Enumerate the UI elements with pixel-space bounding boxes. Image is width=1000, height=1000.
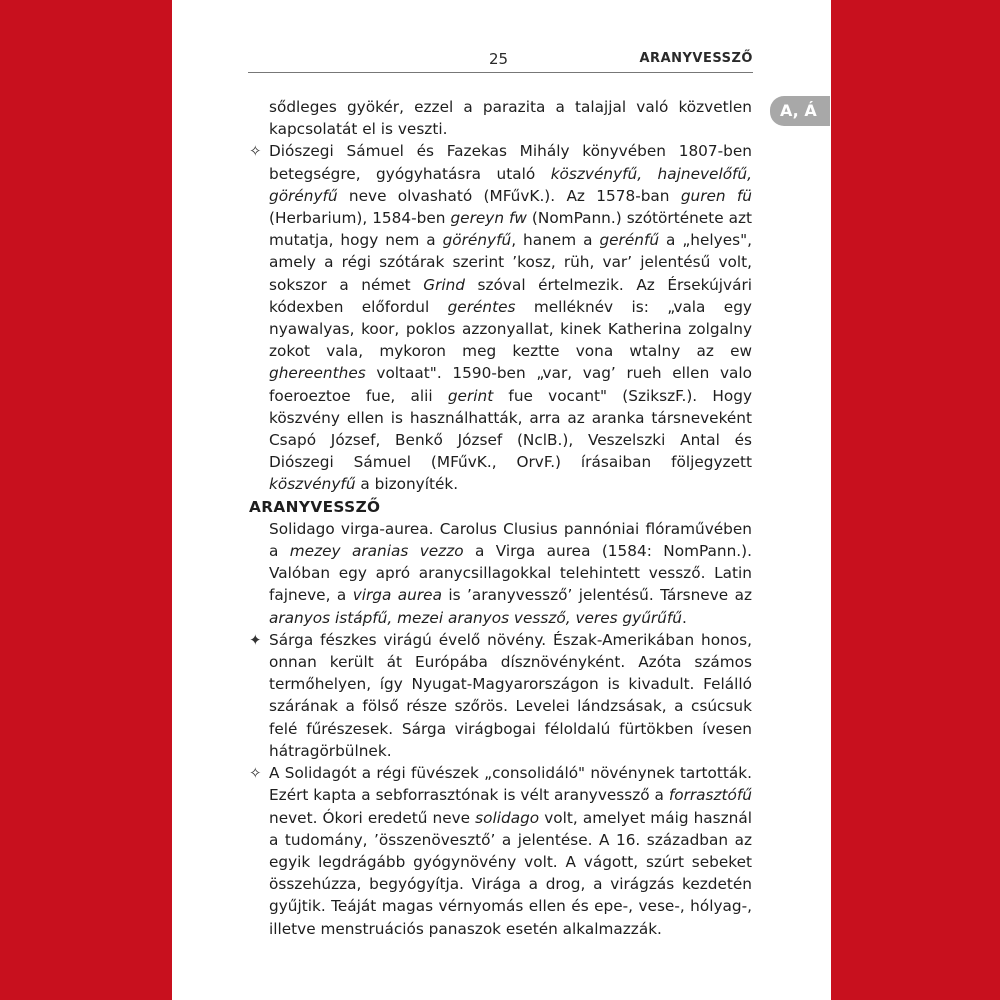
open-star-icon: ✧	[249, 142, 262, 161]
open-star-icon: ✧	[249, 764, 262, 783]
thumb-index-tab	[770, 96, 830, 126]
page-number: 25	[489, 50, 509, 68]
description-paragraph	[249, 629, 752, 762]
thumb-tab-label: A, Á	[780, 101, 817, 120]
header-rule	[248, 72, 753, 73]
description-text: Sárga fészkes virágú évelő növény. Észak-Amerikában honos, onnan került át Európába dísznövényként. Azóta számos termőhelyen, így Nyugat-Magyarországon is kivadult. Felálló szárának a fölső része szőrös. Levelei lándzsásak, a csúcsuk felé fűrészesek. Sárga virágbogai féloldalú fürtökben ívesen hátragörbülnek.	[269, 630, 752, 760]
history-paragraph-2	[249, 762, 752, 940]
etymology-paragraph: Solidago virga-aurea. Carolus Clusius pannóniai flóraművében a mezey aranias vezzo a Virga aurea (1584: NomPann.). Valóban egy apró aranycsillagokkal telehintett vessző. Latin fajneve, a virga aurea is ’aranyvessző’ jelentésű. Társneve az aranyos istápfű, mezei aranyos vessző, veres gyűrűfű.	[269, 519, 753, 627]
continued-paragraph: sődleges gyökér, ezzel a parazita a talajjal való közvetlen kapcsolatát el is veszti.	[269, 98, 752, 139]
history-text: Diószegi Sámuel és Fazekas Mihály könyvében 1807-ben betegségre, gyógyhatásra utaló köszvényfű, hajnevelőfű, görényfű neve olvasható (MFűvK.). Az 1578-ban guren fü (Herbarium), 1584-ben gereyn fw (NomPann.) szótörténete azt mutatja, hogy nem a görényfű, hanem a gerénfű a „helyes", amely a régi szótárak szerint ’kosz, rüh, var’ jelentésű volt, sokszor a német Grind szóval értelmezik. Az Érsekújvári kódexben előfordul geréntes melléknév is: „vala egy nyawalyas, koor, poklos azzonyallat, kinek Katherina zolgalny zokot vala, mykoron meg keztte vona wtalny az ew ghereenthes voltaat". 1590-ben „var, vag’ rueh ellen valo foeroeztoe fue, alii gerint fue vocant" (SzikszF.). Hogy köszvény ellen is használhatták, arra az aranka társneveként Csapó József, Benkő József (NclB.), Veszelszki Antal és Diószegi Sámuel (MFűvK., OrvF.) írásaiban följegyzett köszvényfű a bizonyíték.	[269, 142, 753, 494]
page-header	[248, 50, 753, 72]
page-content	[249, 96, 752, 940]
running-head: ARANYVESSZŐ	[639, 51, 753, 66]
entry-title: ARANYVESSZŐ	[249, 497, 381, 516]
history-paragraph	[249, 140, 752, 495]
filled-star-icon: ✦	[249, 630, 262, 649]
history-text-2: A Solidagót a régi füvészek „consolidáló" növénynek tartották. Ezért kapta a sebforrasztónak is vélt aranyvessző a forrasztófű nevet. Ókori eredetű neve solidago volt, amelyet máig használ a tudomány, ’összenövesztő’ a jelentése. A 16. században az egyik legdrágább gyógynövény volt. A vágott, szúrt sebeket összehúzza, begyógyítja. Virága a drog, a virágzás kezdetén gyűjtik. Teáját magas vérnyomás ellen és epe-, vese-, hólyag-, illetve menstruációs panaszok esetén alkalmazzák.	[269, 764, 752, 938]
